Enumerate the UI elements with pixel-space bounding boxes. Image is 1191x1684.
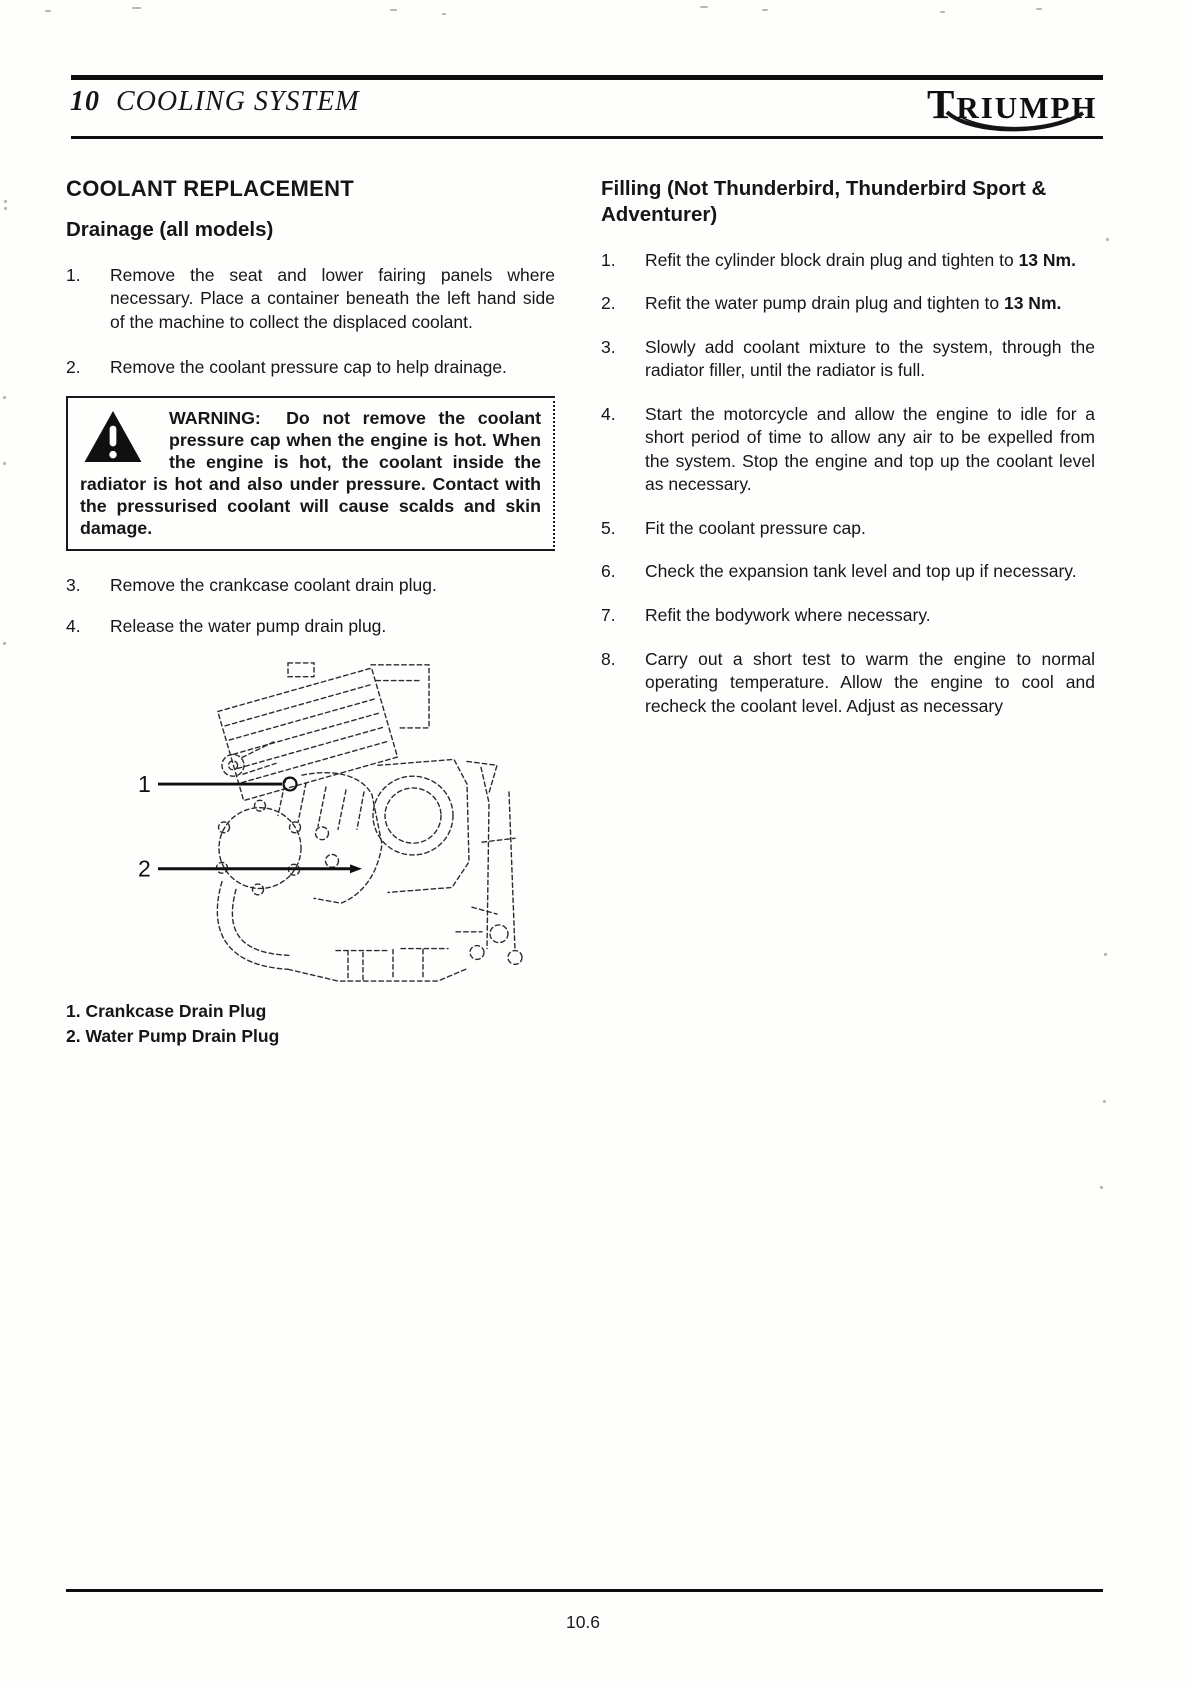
step-number: 6.	[601, 561, 616, 582]
step-text	[645, 249, 1095, 273]
engine-figure	[136, 655, 531, 985]
filling-step-6	[601, 560, 1095, 584]
filling-step-1	[601, 249, 1095, 273]
triumph-logo-text: TRIUMPH	[927, 81, 1098, 127]
step-text-bold: 13 Nm.	[1018, 249, 1076, 270]
scan-speck	[1106, 238, 1109, 241]
scan-speck	[1104, 953, 1107, 956]
scan-speck	[1036, 8, 1042, 10]
filling-step-7	[601, 604, 1095, 628]
step-text: Remove the crankcase coolant drain plug.	[110, 575, 437, 596]
header-rule-top	[71, 75, 1103, 80]
scan-speck	[700, 6, 708, 8]
scan-speck	[940, 11, 945, 13]
callout-label-1: 1	[138, 771, 151, 798]
step-number: 3.	[601, 336, 616, 357]
step-number: 2.	[66, 357, 81, 378]
figure-captions	[66, 999, 555, 1049]
figure-caption-2: 2. Water Pump Drain Plug	[66, 1026, 280, 1047]
step-number: 8.	[601, 648, 616, 669]
section-title-filling: Filling (Not Thunderbird, Thunderbird Sport & Adventurer)	[601, 177, 1047, 226]
scan-speck	[3, 642, 6, 645]
footer-rule	[66, 1589, 1103, 1592]
header-rule-bottom	[71, 136, 1103, 139]
chapter-title: COOLING SYSTEM	[116, 86, 360, 117]
drainage-step-4	[66, 615, 555, 639]
step-text: Refit the bodywork where necessary.	[645, 604, 931, 625]
step-text: Carry out a short test to warm the engine to normal operating temperature. Allow the engine to cool and recheck the coolant level. Adjust as necessary	[645, 648, 1095, 716]
scan-speck	[132, 7, 141, 9]
filling-step-4	[601, 403, 1095, 497]
scan-speck	[3, 396, 6, 399]
scan-speck	[1100, 1186, 1103, 1189]
right-column	[601, 176, 1095, 738]
figure-callouts	[138, 771, 362, 882]
drainage-step-3	[66, 574, 555, 598]
step-number: 4.	[601, 403, 616, 424]
filling-step-3	[601, 336, 1095, 383]
filling-step-5	[601, 517, 1095, 541]
step-text	[645, 292, 1095, 316]
subsection-title-drainage: Drainage (all models)	[66, 218, 274, 241]
page-number: 10.6	[565, 1612, 601, 1632]
chapter-number: 10	[70, 86, 100, 117]
drainage-step-2	[66, 356, 555, 380]
engine-line-drawing	[136, 655, 531, 985]
callout-1-target-circle	[284, 778, 297, 791]
chapter-heading	[70, 86, 359, 118]
step-number: 5.	[601, 517, 616, 538]
warning-label: WARNING:	[169, 407, 261, 428]
step-text-bold: 13 Nm.	[1003, 293, 1062, 314]
left-column	[66, 176, 555, 1049]
step-text: Remove the seat and lower fairing panels where necessary. Place a container beneath the left hand side of the machine to collect the displaced coolant.	[110, 264, 555, 332]
step-text-normal: Refit the water pump drain plug and tighten to	[645, 293, 1004, 314]
step-number: 4.	[66, 615, 81, 636]
step-text: Check the expansion tank level and top up if necessary.	[645, 561, 1077, 582]
warning-triangle-icon	[83, 410, 143, 463]
scan-speck	[4, 200, 7, 203]
scan-speck	[762, 9, 768, 11]
scan-speck	[3, 462, 6, 465]
step-text: Slowly add coolant mixture to the system, through the radiator filler, until the radiator is full.	[645, 336, 1095, 381]
step-text: Fit the coolant pressure cap.	[645, 517, 866, 538]
step-number: 7.	[601, 604, 616, 625]
callout-2-arrowhead	[350, 865, 362, 874]
scan-speck	[1103, 1100, 1106, 1103]
step-text: Start the motorcycle and allow the engine to idle for a short period of time to allow any air to be expelled from the system. Stop the engine and top up the coolant level as necessary.	[645, 403, 1095, 495]
figure-caption-1: 1. Crankcase Drain Plug	[66, 1001, 267, 1022]
step-number: 1.	[66, 264, 81, 285]
scan-speck	[442, 13, 446, 15]
scan-speck	[45, 10, 51, 12]
step-number: 2.	[601, 293, 616, 314]
triumph-logo-swoosh-icon	[941, 111, 1091, 135]
drainage-step-1	[66, 264, 555, 335]
triumph-logo	[927, 81, 1103, 136]
step-text-normal: Refit the cylinder block drain plug and tighten to	[645, 249, 1019, 270]
scan-speck	[4, 207, 7, 210]
step-number: 3.	[66, 575, 81, 596]
filling-step-8	[601, 648, 1095, 719]
warning-text: Do not remove the coolant pressure cap when the engine is hot. When the engine is hot, the coolant inside the radiator is hot and also under pressure. Contact with the pressurised coolant will cause scalds and skin damage.	[80, 407, 541, 539]
warning-box	[66, 396, 555, 551]
step-text: Release the water pump drain plug.	[110, 615, 387, 636]
step-text: Remove the coolant pressure cap to help drainage.	[110, 357, 507, 378]
filling-step-2	[601, 292, 1095, 316]
section-title-coolant-replacement: COOLANT REPLACEMENT	[66, 176, 355, 201]
callout-label-2: 2	[138, 856, 151, 882]
step-number: 1.	[601, 249, 616, 270]
scan-speck	[390, 9, 397, 11]
